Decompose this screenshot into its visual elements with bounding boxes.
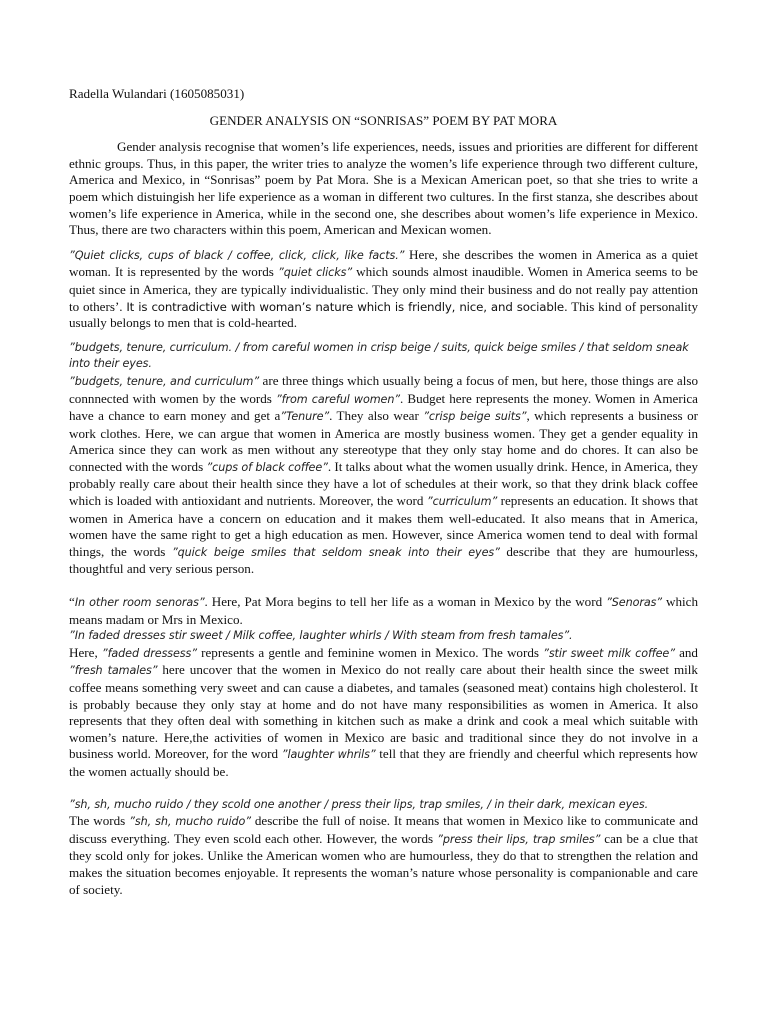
- poem-quote: ”curriculum”: [426, 495, 498, 509]
- analysis-text: , which represents a business or work clothes. Here, we can argue that women in America are mostly business women. They get a gender equality in America since they can work as men without any stereotype that they only stay home and do chores. It can also be connected with the words: [69, 408, 698, 474]
- poem-verse: ”In faded dresses stir sweet / Milk coffee, laughter whirls / With steam from fresh tamales”.: [69, 629, 573, 643]
- poem-quote: ”crisp beige suits”: [423, 410, 527, 424]
- stanza-two-analysis: [69, 373, 698, 578]
- poem-quote: ”fresh tamales”: [69, 664, 158, 678]
- analysis-text: Here,: [69, 644, 102, 660]
- analysis-text: It is contradictive with woman’s nature which is friendly, nice, and sociable.: [126, 299, 568, 314]
- poem-quote: In other room senoras”: [74, 596, 205, 610]
- analysis-text: . Here, Pat Mora begins to tell her life as a woman in Mexico by the word: [204, 594, 607, 610]
- analysis-text: “: [69, 594, 75, 610]
- analysis-text: . They also wear: [329, 408, 424, 424]
- analysis-text: The words: [69, 813, 130, 829]
- analysis-text: represents a gentle and feminine women in Mexico. The words: [196, 644, 544, 660]
- poem-verse: ”sh, sh, mucho ruido / they scold one another / press their lips, trap smiles, / in their dark, mexican eyes.: [69, 797, 649, 811]
- analysis-text: are three things which usually being a focus of men, but here, those things are also connnected with women by the words: [69, 372, 698, 406]
- analysis-text: describe the full of noise. It means that women in Mexico like to communicate and discuss everything. They even scold each other. However, the words: [69, 813, 699, 846]
- poem-quote: ”sh, sh, mucho ruido”: [129, 815, 251, 829]
- analysis-text: represents an education. It shows that women in America have a concern on education and it makes them well-educated. It also means that in America, women have the same right to get a high education as men. However, since America women tend to deal with formal things, the words: [69, 493, 698, 559]
- document-title: GENDER ANALYSIS ON “SONRISAS” POEM BY PAT MORA: [209, 112, 558, 128]
- analysis-text: . It talks about what the women usually drink. Hence, in America, they probably really care about their health since they have a lot of schedules at their work, so that they drink black coffee which is loaded with antioxidant and nutrients. Moreover, the word: [69, 458, 698, 509]
- poem-quote: ”cups of black coffee”: [206, 460, 328, 474]
- analysis-text: which means madam or Mrs in Mexico.: [69, 594, 699, 627]
- poem-quote: ”Tenure”: [280, 410, 330, 424]
- poem-quote: ”Senoras”: [606, 596, 663, 610]
- poem-quote: ”stir sweet milk coffee”: [543, 646, 675, 660]
- poem-quote: ”Quiet clicks, cups of black / coffee, click, click, like facts.”: [69, 248, 405, 262]
- analysis-text: can be a clue that they scold only for jokes. Unlike the American women who are humourless, they do that to strengthen the relation and makes the situation becomes enjoyable. It represents the woman’s nature whose personality is companionable and care of society.: [69, 830, 699, 897]
- analysis-text: This kind of personality usually belongs to men that is cold-hearted.: [69, 298, 698, 331]
- analysis-text: . Budget here represents the money. Women in America have a chance to earn money and get a: [69, 390, 698, 424]
- stanza-three-analysis: [69, 645, 698, 781]
- poem-quote: ”budgets, tenure, and curriculum”: [69, 374, 260, 388]
- analysis-text: Here, she describes the women in America as a quiet woman. It is represented by the words: [69, 246, 698, 280]
- stanza-one-analysis: [69, 247, 698, 332]
- stanza-three-intro: [69, 594, 698, 628]
- analysis-text: which sounds almost inaudible. Women in America seems to be quiet since in America, they are typically individualistic. They only mind their business and do not really pay attention to others’.: [69, 264, 698, 314]
- author-line: Radella Wulandari (1605085031): [69, 86, 245, 101]
- poem-quote: ”quick beige smiles that seldom sneak into their eyes”: [171, 545, 500, 559]
- analysis-text: tell that they are friendly and cheerful which represents how the women actually should be.: [69, 746, 698, 779]
- analysis-text: describe that they are humourless, thoughtful and very serious person.: [69, 543, 698, 577]
- analysis-text: and: [674, 644, 698, 660]
- intro-paragraph: Gender analysis recognise that women’s life experiences, needs, issues and priorities are different for different ethnic groups. Thus, in this paper, the writer tries to analyze the women’s life experience through two different culture, America and Mexico, in “Sonrisas” poem by Pat Mora. She is a Mexican American poet, so that she tries to write a poem which distuingish her life experience as a woman in different two cultures. In the first stanza, she describes about women’s life experience in America, while in the second one, she describes about women’s life experience in Mexico. Thus, there are two characters within this poem, American and Mexican women.: [69, 139, 698, 238]
- poem-quote: ”from careful women”: [275, 392, 400, 406]
- stanza-four-analysis: [69, 813, 698, 898]
- poem-quote: ”laughter whrils”: [281, 748, 376, 762]
- analysis-text: here uncover that the women in Mexico do not really care about their health since the sweet milk coffee means something very sweet and can cause a diabetes, and tamales (seasoned meat) contains high cholesterol. It is probably because they only stay at home and do not have many responsibilities as women in America. It also represents that they often deal with something in kitchen such as make a drink and cook a meal which suitable with women’s nature. Here,the activities of women in Mexico are basic and traditional since they do not involve in a business world. Moreover, for the word: [69, 662, 698, 762]
- poem-verse: ”budgets, tenure, curriculum. / from careful women in crisp beige / suits, quick beige smiles / that seldom sneak into their eyes.: [69, 340, 689, 371]
- poem-quote: ”press their lips, trap smiles”: [437, 832, 601, 846]
- poem-quote: ”quiet clicks”: [278, 266, 353, 280]
- poem-quote: ”faded dressess”: [101, 646, 197, 660]
